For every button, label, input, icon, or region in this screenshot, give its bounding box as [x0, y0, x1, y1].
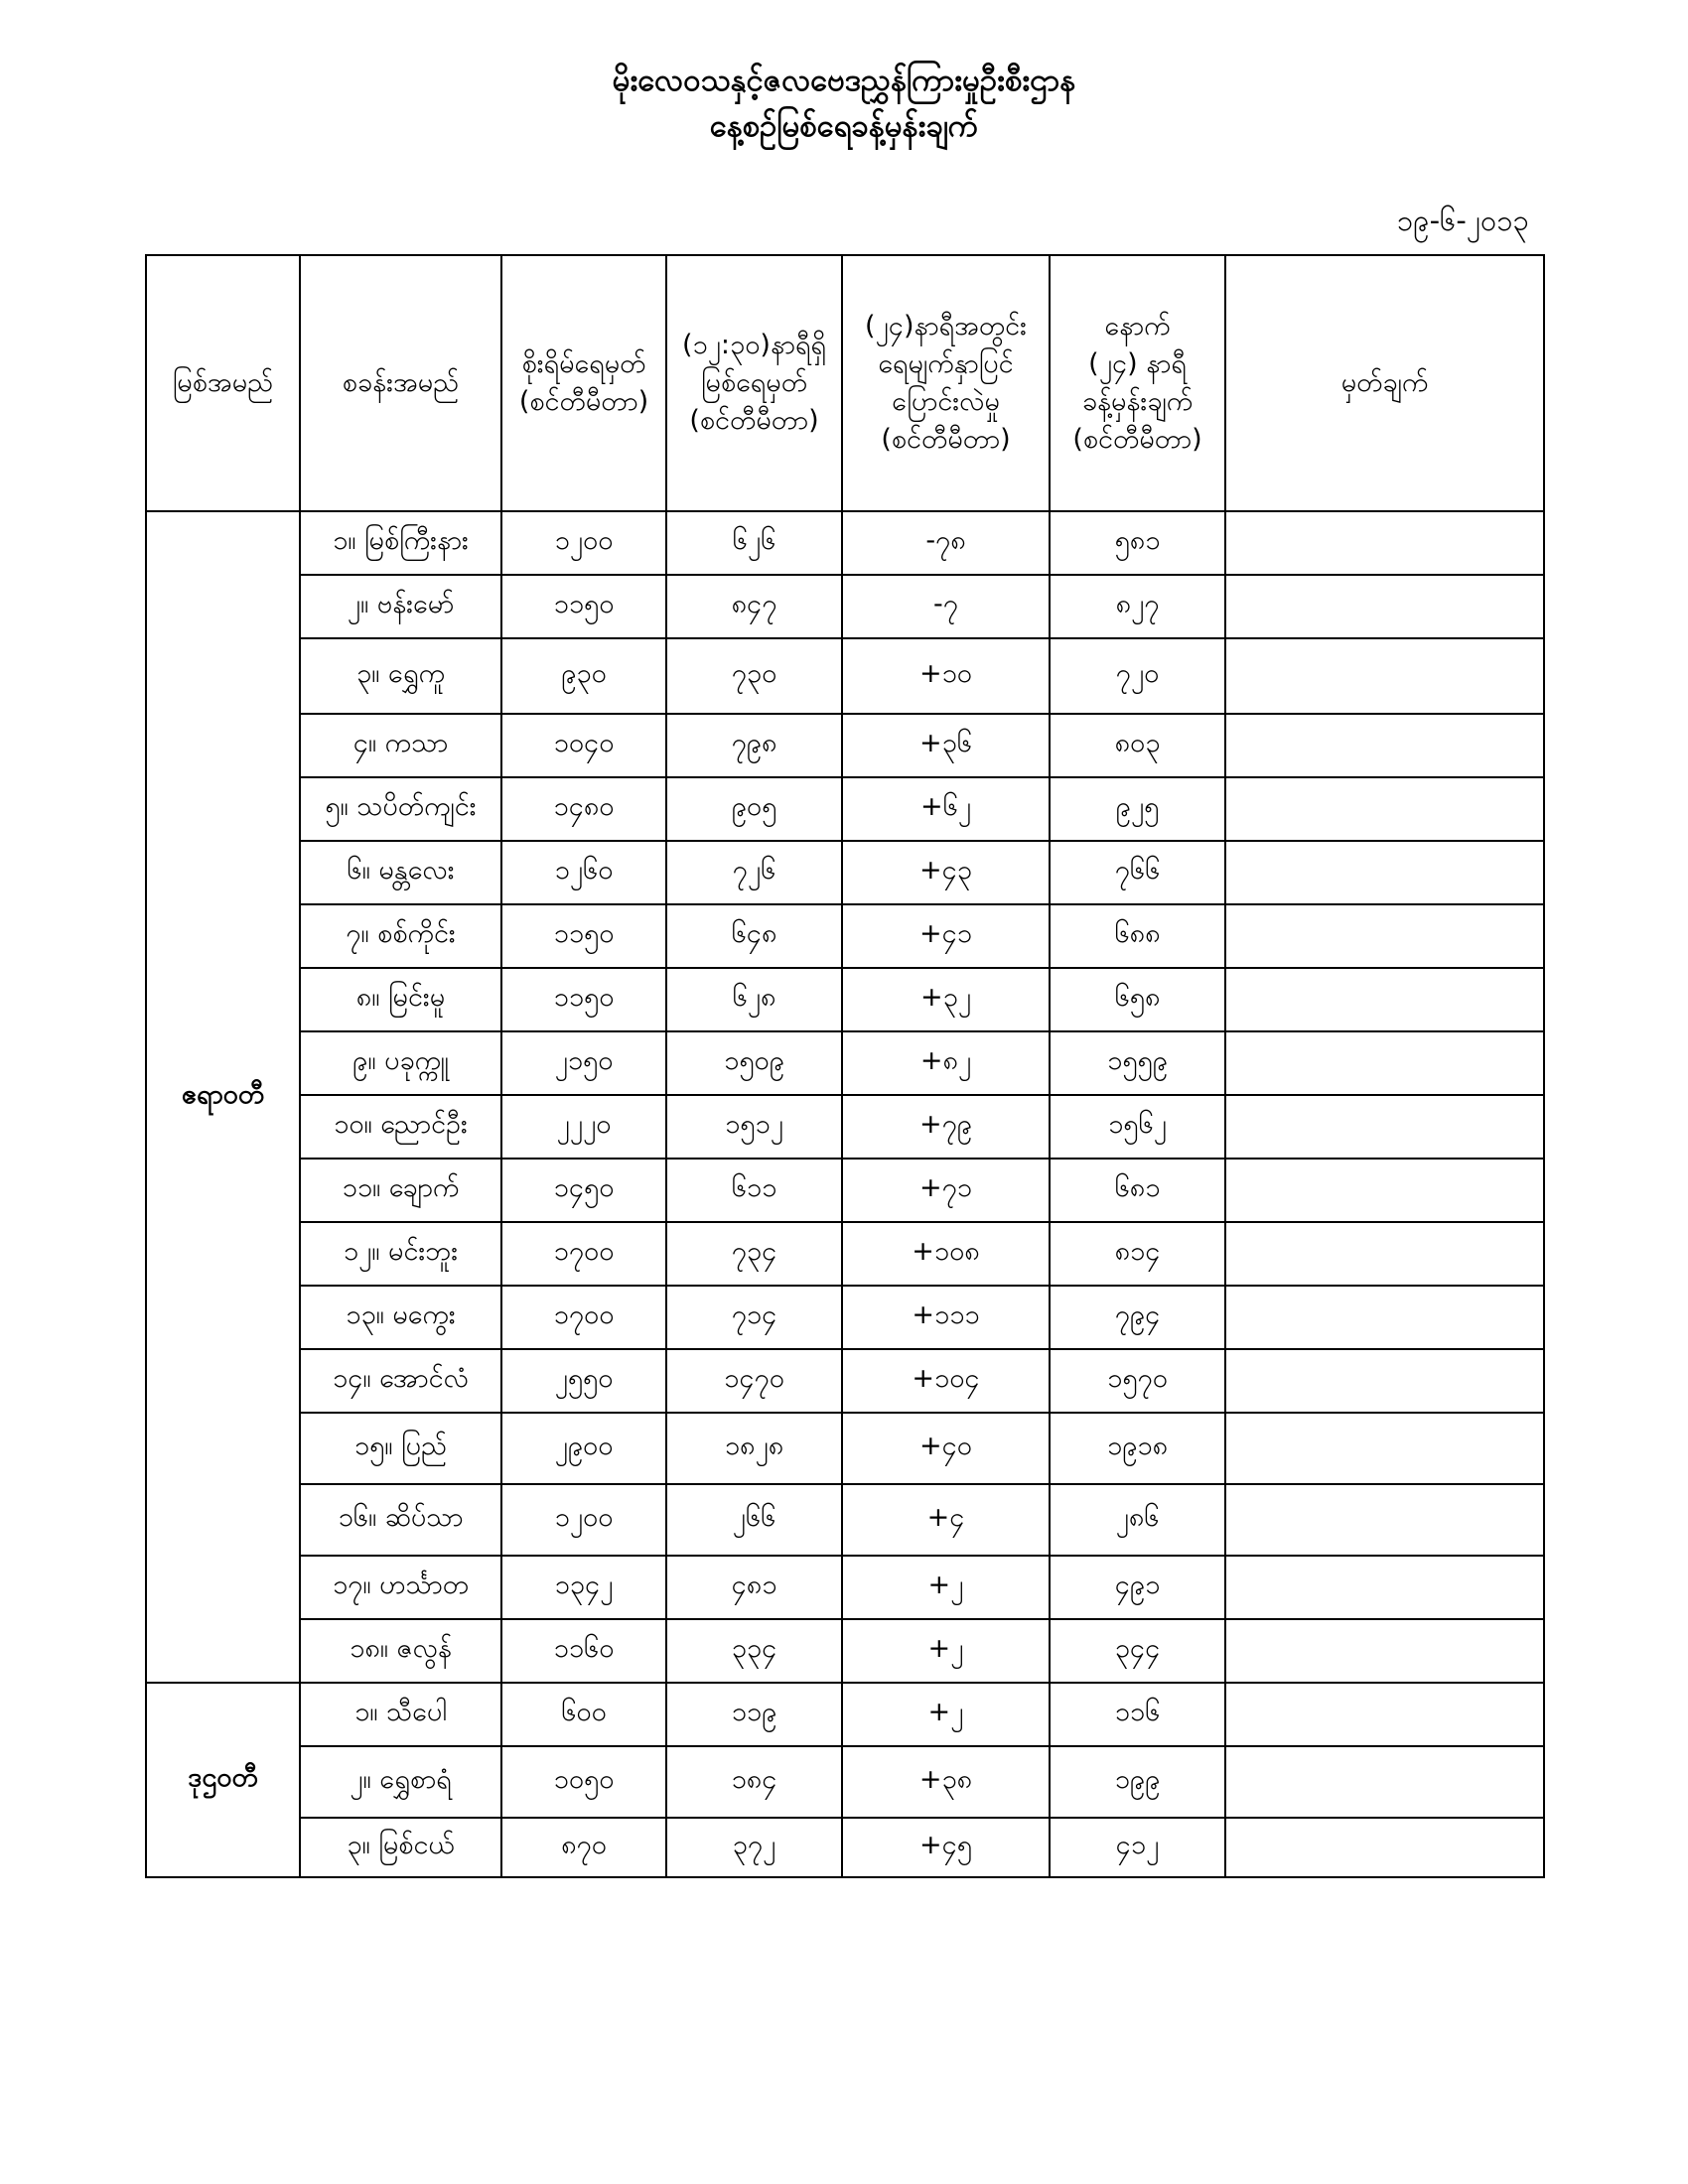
cell-station: ၁။ သီပေါ [300, 1683, 501, 1746]
cell-forecast: ၈၀၃ [1050, 714, 1225, 777]
cell-remarks [1225, 1222, 1544, 1286]
cell-remarks [1225, 1031, 1544, 1095]
cell-current: ၂၆၆ [666, 1484, 842, 1556]
cell-change: +၄၀ [842, 1413, 1050, 1484]
cell-remarks [1225, 1159, 1544, 1222]
cell-current: ၆၂၆ [666, 511, 842, 575]
header-danger-level [501, 255, 666, 511]
cell-danger: ၁၂၀၀ [501, 511, 666, 575]
header-line: မြစ်အမည် [172, 367, 274, 398]
cell-remarks [1225, 1413, 1544, 1484]
header-line: မြစ်ရေမှတ် [700, 367, 808, 398]
header-line: နောက် [1104, 311, 1171, 341]
table-row [146, 511, 1544, 575]
table-row [146, 1349, 1544, 1413]
cell-current: ၈၄၇ [666, 575, 842, 638]
cell-station: ၁၅။ ပြည် [300, 1413, 501, 1484]
table-header-row [146, 255, 1544, 511]
table-row [146, 841, 1544, 904]
cell-forecast: ၇၆၆ [1050, 841, 1225, 904]
report-date: ၁၉-၆-၂၀၁၃ [1396, 204, 1529, 237]
cell-danger: ၁၃၄၂ [501, 1556, 666, 1619]
cell-danger: ၆၀၀ [501, 1683, 666, 1746]
header-line: (စင်တီမီတာ) [1072, 424, 1202, 455]
cell-change: +၁၀၄ [842, 1349, 1050, 1413]
cell-forecast: ၁၁၆ [1050, 1683, 1225, 1746]
cell-remarks [1225, 1746, 1544, 1818]
cell-remarks [1225, 714, 1544, 777]
cell-current: ၇၉၈ [666, 714, 842, 777]
cell-forecast: ၃၄၄ [1050, 1619, 1225, 1683]
cell-remarks [1225, 1683, 1544, 1746]
header-line: (၁၂:၃၀)နာရီရှိ [681, 330, 827, 360]
cell-forecast: ၈၂၇ [1050, 575, 1225, 638]
header-station [300, 255, 501, 511]
cell-station: ၁၆။ ဆိပ်သာ [300, 1484, 501, 1556]
cell-change: +၄ [842, 1484, 1050, 1556]
cell-station: ၁၈။ ဇလွန် [300, 1619, 501, 1683]
cell-forecast: ၆၅၈ [1050, 968, 1225, 1031]
cell-station: ၃။ မြစ်ငယ် [300, 1818, 501, 1877]
header-24h-change [842, 255, 1050, 511]
table-row [146, 1619, 1544, 1683]
header-line: (စင်တီမီတာ) [518, 386, 649, 417]
cell-danger: ၁၁၅၀ [501, 575, 666, 638]
cell-danger: ၈၇၀ [501, 1818, 666, 1877]
cell-danger: ၁၁၅၀ [501, 968, 666, 1031]
cell-current: ၃၇၂ [666, 1818, 842, 1877]
header-river [146, 255, 300, 511]
cell-forecast: ၁၅၆၂ [1050, 1095, 1225, 1159]
report-title: နေ့စဉ်မြစ်ရေခန့်မှန်းချက် [709, 108, 979, 144]
cell-station: ၉။ ပခုက္ကူ [300, 1031, 501, 1095]
cell-danger: ၂၁၅၀ [501, 1031, 666, 1095]
cell-forecast: ၅၈၁ [1050, 511, 1225, 575]
cell-remarks [1225, 638, 1544, 714]
table-row [146, 1556, 1544, 1619]
cell-current: ၁၈၄ [666, 1746, 842, 1818]
header-line: (စင်တီမီတာ) [881, 424, 1011, 455]
cell-station: ၁။ မြစ်ကြီးနား [300, 511, 501, 575]
cell-current: ၁၈၂၈ [666, 1413, 842, 1484]
header-line: (၂၄)နာရီအတွင်း [864, 311, 1027, 341]
cell-forecast: ၁၅၅၉ [1050, 1031, 1225, 1095]
cell-change: +၂ [842, 1619, 1050, 1683]
river-forecast-table [145, 254, 1545, 1878]
header-line: ပြောင်းလဲမှု [892, 386, 1000, 417]
cell-danger: ၁၀၅၀ [501, 1746, 666, 1818]
cell-change: -၇ [842, 575, 1050, 638]
cell-remarks [1225, 1286, 1544, 1349]
table-row [146, 1222, 1544, 1286]
cell-forecast: ၂၈၆ [1050, 1484, 1225, 1556]
cell-change: +၂ [842, 1556, 1050, 1619]
cell-current: ၇၃၀ [666, 638, 842, 714]
cell-change: +၈၂ [842, 1031, 1050, 1095]
table-row [146, 714, 1544, 777]
cell-remarks [1225, 1556, 1544, 1619]
cell-change: -၇၈ [842, 511, 1050, 575]
cell-forecast: ၆၈၁ [1050, 1159, 1225, 1222]
cell-station: ၂။ ရွှေစာရံ [300, 1746, 501, 1818]
table-body [146, 511, 1544, 1877]
table-row [146, 1683, 1544, 1746]
header-line: ရေမျက်နှာပြင် [878, 348, 1014, 379]
cell-station: ၅။ သပိတ်ကျင်း [300, 777, 501, 841]
table-row [146, 1159, 1544, 1222]
cell-forecast: ၈၁၄ [1050, 1222, 1225, 1286]
cell-station: ၄။ ကသာ [300, 714, 501, 777]
cell-danger: ၁၂၀၀ [501, 1484, 666, 1556]
cell-danger: ၁၄၅၀ [501, 1159, 666, 1222]
cell-station: ၁၃။ မကွေး [300, 1286, 501, 1349]
cell-danger: ၁၇၀၀ [501, 1286, 666, 1349]
table-row [146, 1818, 1544, 1877]
cell-remarks [1225, 1619, 1544, 1683]
header-line: မှတ်ချက် [1340, 367, 1429, 398]
cell-forecast: ၆၈၈ [1050, 904, 1225, 968]
table-row [146, 1286, 1544, 1349]
table-row [146, 638, 1544, 714]
table-row [146, 575, 1544, 638]
header-current-level [666, 255, 842, 511]
cell-danger: ၁၁၆၀ [501, 1619, 666, 1683]
cell-danger: ၁၇၀၀ [501, 1222, 666, 1286]
table-row [146, 1095, 1544, 1159]
river-name: ဧရာဝတီ [146, 511, 300, 1683]
header-line: စခန်းအမည် [342, 367, 460, 398]
cell-remarks [1225, 968, 1544, 1031]
cell-forecast: ၁၉၁၈ [1050, 1413, 1225, 1484]
cell-danger: ၂၅၅၀ [501, 1349, 666, 1413]
cell-station: ၁၂။ မင်းဘူး [300, 1222, 501, 1286]
cell-station: ၇။ စစ်ကိုင်း [300, 904, 501, 968]
cell-current: ၁၅၁၂ [666, 1095, 842, 1159]
cell-change: +၁၁၁ [842, 1286, 1050, 1349]
table-row [146, 1031, 1544, 1095]
cell-forecast: ၇၉၄ [1050, 1286, 1225, 1349]
cell-remarks [1225, 1349, 1544, 1413]
cell-current: ၁၄၇၀ [666, 1349, 842, 1413]
table-row [146, 1413, 1544, 1484]
cell-current: ၆၄၈ [666, 904, 842, 968]
cell-remarks [1225, 1818, 1544, 1877]
table-row [146, 777, 1544, 841]
cell-danger: ၉၃၀ [501, 638, 666, 714]
cell-change: +၄၃ [842, 841, 1050, 904]
cell-forecast: ၁၉၉ [1050, 1746, 1225, 1818]
cell-change: +၁၀၈ [842, 1222, 1050, 1286]
cell-station: ၃။ ရွှေကူ [300, 638, 501, 714]
cell-remarks [1225, 511, 1544, 575]
river-name: ဒုဌဝတီ [146, 1683, 300, 1877]
cell-danger: ၂၂၂၀ [501, 1095, 666, 1159]
cell-forecast: ၄၁၂ [1050, 1818, 1225, 1877]
cell-danger: ၂၉၀၀ [501, 1413, 666, 1484]
cell-forecast: ၉၂၅ [1050, 777, 1225, 841]
header-line: (၂၄) နာရီ [1088, 348, 1187, 379]
cell-change: +၇၉ [842, 1095, 1050, 1159]
cell-remarks [1225, 904, 1544, 968]
table-row [146, 904, 1544, 968]
cell-forecast: ၁၅၇၀ [1050, 1349, 1225, 1413]
cell-change: +၆၂ [842, 777, 1050, 841]
cell-station: ၂။ ဗန်းမော် [300, 575, 501, 638]
cell-current: ၇၁၄ [666, 1286, 842, 1349]
cell-change: +၂ [842, 1683, 1050, 1746]
cell-current: ၇၃၄ [666, 1222, 842, 1286]
cell-station: ၁၇။ ဟင်္သာတ [300, 1556, 501, 1619]
header-line: ခန့်မှန်းချက် [1081, 386, 1194, 417]
cell-danger: ၁၂၆၀ [501, 841, 666, 904]
header-forecast [1050, 255, 1225, 511]
cell-station: ၁၁။ ချောက် [300, 1159, 501, 1222]
cell-danger: ၁၁၅၀ [501, 904, 666, 968]
cell-remarks [1225, 777, 1544, 841]
cell-change: +၃၂ [842, 968, 1050, 1031]
cell-current: ၆၂၈ [666, 968, 842, 1031]
cell-current: ၁၅၀၉ [666, 1031, 842, 1095]
cell-forecast: ၄၉၁ [1050, 1556, 1225, 1619]
cell-current: ၃၃၄ [666, 1619, 842, 1683]
cell-forecast: ၇၂၀ [1050, 638, 1225, 714]
cell-change: +၁၀ [842, 638, 1050, 714]
cell-station: ၆။ မန္တလေး [300, 841, 501, 904]
department-title: မိုးလေဝသနှင့်ဇလဗေဒညွှန်ကြားမှုဦးစီးဌာန [612, 63, 1076, 98]
cell-current: ၉၀၅ [666, 777, 842, 841]
table-row [146, 968, 1544, 1031]
cell-change: +၃၈ [842, 1746, 1050, 1818]
header-remarks [1225, 255, 1544, 511]
cell-change: +၃၆ [842, 714, 1050, 777]
cell-remarks [1225, 1095, 1544, 1159]
cell-change: +၄၅ [842, 1818, 1050, 1877]
cell-current: ၇၂၆ [666, 841, 842, 904]
cell-station: ၁၀။ ညောင်ဦး [300, 1095, 501, 1159]
cell-station: ၈။ မြင်းမူ [300, 968, 501, 1031]
cell-current: ၁၁၉ [666, 1683, 842, 1746]
cell-remarks [1225, 575, 1544, 638]
cell-danger: ၁၀၄၀ [501, 714, 666, 777]
cell-danger: ၁၄၈၀ [501, 777, 666, 841]
cell-change: +၄၁ [842, 904, 1050, 968]
cell-current: ၆၁၁ [666, 1159, 842, 1222]
table-row [146, 1484, 1544, 1556]
cell-change: +၇၁ [842, 1159, 1050, 1222]
table-row [146, 1746, 1544, 1818]
cell-station: ၁၄။ အောင်လံ [300, 1349, 501, 1413]
document-header [0, 58, 1688, 149]
header-line: စိုးရိမ်ရေမှတ် [521, 348, 646, 379]
cell-remarks [1225, 841, 1544, 904]
cell-remarks [1225, 1484, 1544, 1556]
header-line: (စင်တီမီတာ) [689, 405, 819, 436]
cell-current: ၄၈၁ [666, 1556, 842, 1619]
